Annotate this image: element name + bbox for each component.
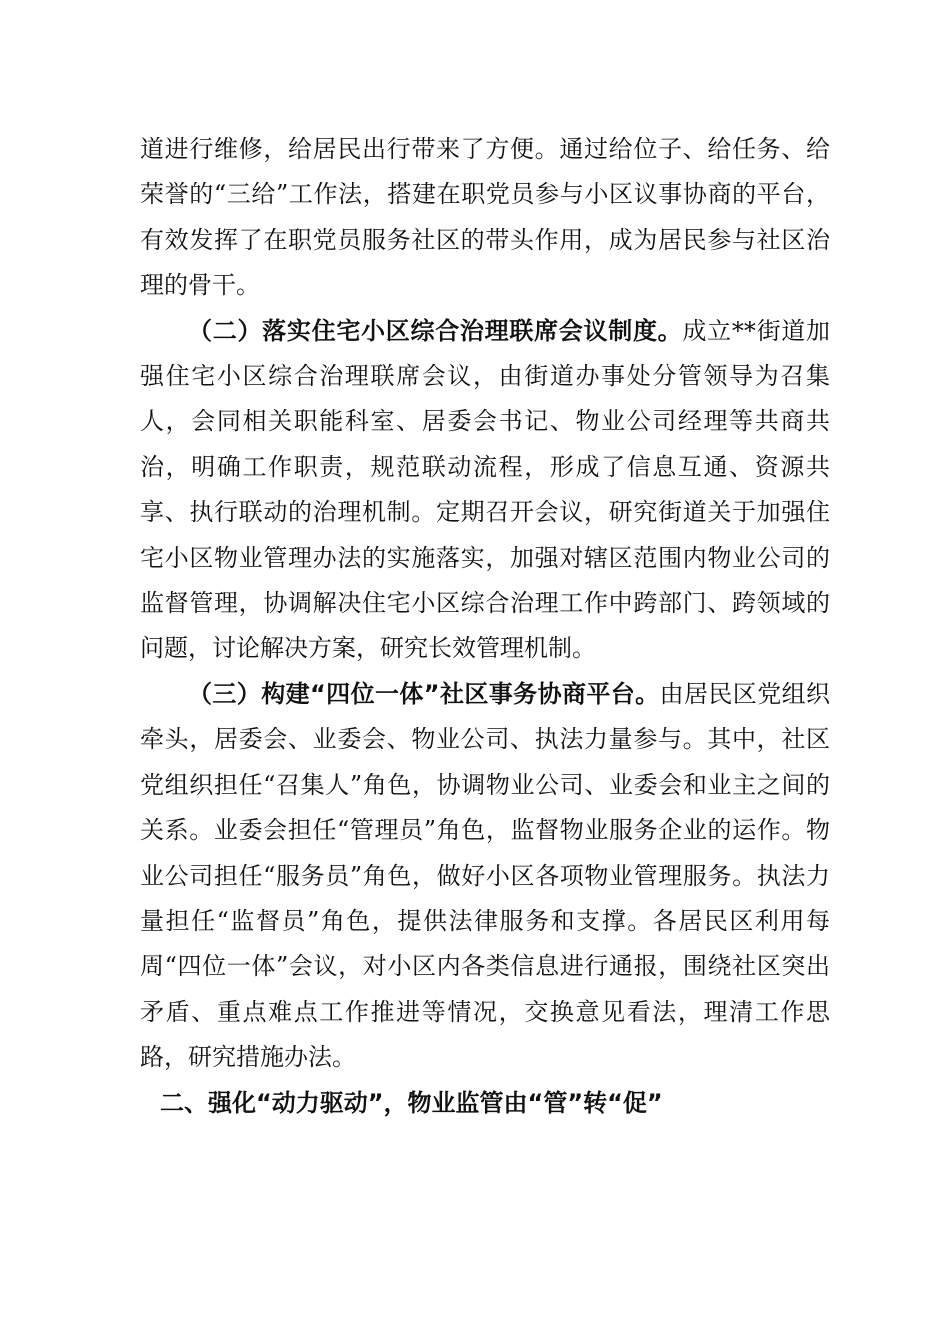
paragraph-text: 由居民区党组织牵头，居委会、业委会、物业公司、执法力量参与。其中，社区党组织担任“召集人”角色，协调物业公司、业委会和业主之间的关系。业委会担任“管理员”角色，监督物业服务企业的运作。物业公司担任“服务员”角色，做好小区各项物业管理服务。执法力量担任“监督员”角色，提供法律服务和支撑。各居民区利用每周“四位一体”会议，对小区内各类信息进行通报，围绕社区突出矛盾、重点难点工作推进等情况，交换意见看法，理清工作思路，研究措施办法。 (140, 679, 831, 1072)
document-body (140, 127, 830, 1126)
section-heading: 二、强化“动力驱动”，物业监管由“管”转“促” (160, 1088, 663, 1117)
paragraph-four-in-one-platform (140, 672, 830, 1081)
paragraph-lead-heading: （二）落实住宅小区综合治理联席会议制度。 (188, 316, 683, 345)
paragraph-continuation (140, 127, 830, 309)
paragraph-text: 成立**街道加强住宅小区综合治理联席会议，由街道办事处分管领导为召集人，会同相关职能科室、居委会书记、物业公司经理等共商共治，明确工作职责，规范联动流程，形成了信息互通、资源共享、执行联动的治理机制。定期召开会议，研究街道关于加强住宅小区物业管理办法的实施落实，加强对辖区范围内物业公司的监督管理，协调解决住宅小区综合治理工作中跨部门、跨领域的问题，讨论解决方案，研究长效管理机制。 (140, 316, 831, 663)
paragraph-text: 道进行维修，给居民出行带来了方便。通过给位子、给任务、给荣誉的“三给”工作法，搭建在职党员参与小区议事协商的平台，有效发挥了在职党员服务社区的带头作用，成为居民参与社区治理的骨干。 (140, 135, 830, 300)
paragraph-lead-heading: （三）构建“四位一体”社区事务协商平台。 (188, 679, 660, 708)
paragraph-joint-meeting-system (140, 309, 830, 672)
